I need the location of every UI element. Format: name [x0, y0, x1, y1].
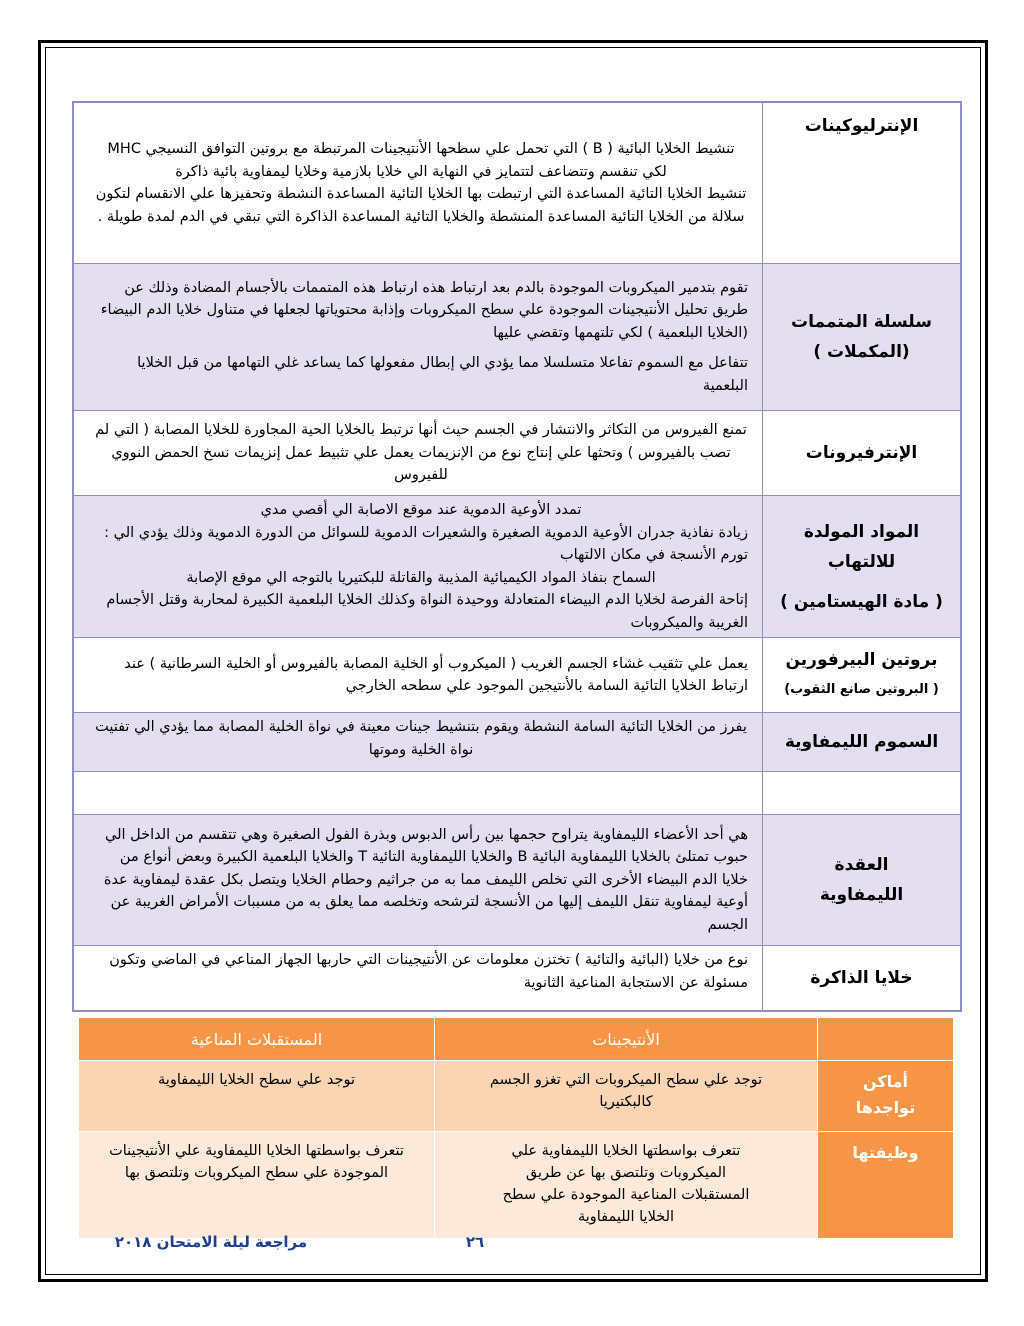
term-label: خلايا الذاكرة [810, 968, 913, 988]
term-cell [763, 264, 962, 411]
description-text: تنشيط الخلايا التائية المساعدة التي ارتبطت بها الخلايا التائية المساعدة النشطة وتحفيزها علي الانقسام لتكون سلالة من الخلايا التائية المساعدة المنشطة والخلايا التائية المساعدة الذاكرة التي تبقي في الدم لمدة طويلة . [95, 186, 747, 225]
description-text: نوع من خلايا (البائية والتائية ) تختزن معلومات عن الأنتيجينات التي حاربها الجهاز المناعي في الماضي وتكون مسئولة عن الاستجابة المناعية الثانوية [109, 952, 748, 991]
table-row [73, 946, 961, 1012]
footer-title: مراجعة ليلة الامتحان ٢٠١٨ [114, 1233, 308, 1251]
term-note: (المكملات ) [813, 342, 910, 362]
table-row [79, 1132, 954, 1239]
term-cell [763, 411, 962, 496]
cell-text: توجد علي سطح الخلايا الليمفاوية [158, 1072, 355, 1088]
term-cell [763, 102, 962, 264]
term-cell [763, 946, 962, 1012]
term-cell [763, 772, 962, 815]
cell-text: توجد علي سطح الميكروبات التي تغزو الجسم كالبكتيريا [489, 1072, 763, 1110]
description-text: تمنع الفيروس من التكاثر والانتشار في الجسم حيث أنها ترتبط بالخلايا الحية المجاورة للخلايا المصابة ( التي لم تصب بالفيروس ) وتحثها علي إنتاج نوع من الإنزيمات يعمل علي تثبيط عمل إنزيمات نسخ الحمض النووي للفيروس [95, 422, 747, 484]
antigens-cell [435, 1061, 818, 1132]
table-row [73, 815, 961, 946]
description-text: يفرز من الخلايا التائية السامة النشطة ويقوم بتنشيط جينات معينة في نواة الخلية المصابة مما يؤدي الي تفتيت نواة الخلية وموتها [95, 719, 747, 758]
term-note: ( البروتين صانع الثقوب) [784, 682, 939, 697]
description-text: يعمل علي تثقيب غشاء الجسم الغريب ( الميكروب أو الخلية المصابة بالفيروس أو الخلية السرطانية ) عند ارتباط الخلايا التائية السامة بالأنتيجين الموجود علي سطحه الخارجي [124, 655, 748, 694]
term-cell [763, 496, 962, 638]
table-row [79, 1061, 954, 1132]
receptors-cell [79, 1132, 435, 1239]
table-row-empty [73, 772, 961, 815]
corner-header [818, 1018, 954, 1061]
immune-substances-table [72, 101, 962, 1012]
description-text: تتفاعل مع السموم تفاعلا متسلسلا مما يؤدي الي إبطال مفعولها كما يساعد غلي التهامها من قبل الخلايا البلعمية [137, 355, 748, 394]
header-row [79, 1018, 954, 1061]
table-row [73, 411, 961, 496]
description-cell [73, 638, 763, 713]
row-header [818, 1061, 954, 1132]
term-label: المواد المولدة للالتهاب [803, 521, 920, 572]
term-label: سلسلة المتممات [791, 312, 932, 332]
receptors-cell [79, 1061, 435, 1132]
term-label: بروتين البيرفورين [785, 650, 938, 670]
description-text: زيادة نفاذية جدران الأوعية الدموية الصغيرة والشعيرات الدموية للسوائل من الدورة الدموية وذلك يؤدي الي : تورم الأنسجة في مكان الالتهاب [104, 524, 748, 563]
row-label: أماكن تواجدها [855, 1072, 916, 1117]
page-number: ٢٦ [465, 1233, 485, 1251]
table-row [73, 713, 961, 772]
description-cell [73, 496, 763, 638]
antigens-cell [435, 1132, 818, 1239]
table-row [73, 264, 961, 411]
term-label: الإنترليوكينات [804, 116, 919, 136]
table-row [73, 496, 961, 638]
term-label: السموم الليمفاوية [784, 732, 939, 752]
cell-text: تتعرف بواسطتها الخلايا الليمفاوية علي الأنتيجينات الموجودة علي سطح الميكروبات وتلتصق بها [109, 1143, 404, 1181]
antigen-receptor-comparison-table [78, 1017, 954, 1239]
term-note: ( مادة الهيستامين ) [780, 591, 943, 612]
description-text: تنشيط الخلايا البائية ( B ) التي تحمل علي سطحها الأنتيجينات المرتبطة مع بروتين التوافق النسيجي MHC لكي تنقسم وتتضاعف لتتمايز في النهاية الي خلايا بلازمية وخلايا ليمفاوية بائية ذاكرة [107, 141, 735, 180]
term-cell [763, 713, 962, 772]
description-cell [73, 772, 763, 815]
description-cell [73, 815, 763, 946]
term-label: العقدة الليمفاوية [819, 855, 904, 905]
description-cell [73, 264, 763, 411]
antigens-header: الأنتيجينات [435, 1018, 818, 1061]
term-cell [763, 815, 962, 946]
description-text: هي أحد الأعضاء الليمفاوية يتراوح حجمها بين رأس الدبوس وبذرة الفول الصغيرة وهي تتقسم من الداخل الي حبوب تمتلئ بالخلايا الليمفاوية البائية B والخلايا الليمفاوية التائية T والخلايا البلعمية الكبيرة وبعض أنواع من خلايا الدم البيضاء الأخرى التي تخلص الليمف مما به من جراثيم وحطام الخلايا ويتصل بكل عقدة ليمفاوية عدة أوعية ليمفاوية تنقل الليمف إليها من الأنسجة لترشحه وتخلصه مما يعلق به من مسببات الأمراض الغريبة عن الجسم [103, 826, 748, 933]
description-text: تمدد الأوعية الدموية عند موقع الاصابة الي أقصي مدي [260, 502, 582, 518]
description-text: إتاحة الفرصة لخلايا الدم البيضاء المتعادلة ووحيدة النواة وكذلك الخلايا البلعمية الكبيرة لمحاربة وقتل الأجسام الغريبة والميكروبات [106, 592, 748, 631]
row-label: وظيفتها [852, 1143, 919, 1162]
row-header [818, 1132, 954, 1239]
table-row [73, 638, 961, 713]
receptors-header: المستقبلات المناعية [79, 1018, 435, 1061]
description-text: تقوم بتدمير الميكروبات الموجودة بالدم بعد ارتباط هذه ارتباط هذه المتممات بالأجسام المضادة وذلك عن طريق تحليل الأنتيجينات الموجودة علي سطح الميكروبات وإذابة محتوياتها لجعلها في متناول خلايا الدم البيضاء (الخلايا البلعمية ) لكي تلتهمها وتقضي عليها [100, 279, 748, 341]
table-row [73, 102, 961, 264]
term-cell [763, 638, 962, 713]
description-cell [73, 102, 763, 264]
description-cell [73, 713, 763, 772]
description-cell [73, 946, 763, 1012]
description-text: السماح بنفاذ المواد الكيميائية المذيبة والقاتلة للبكتيريا بالتوجه الي موقع الإصابة [186, 569, 656, 586]
term-label: الإنترفيرونات [805, 443, 918, 463]
description-cell [73, 411, 763, 496]
cell-text: تتعرف بواسطتها الخلايا الليمفاوية علي الميكروبات وتلتصق بها عن طريق المستقبلات المناعية الموجودة علي سطح الخلايا الليمفاوية [502, 1143, 750, 1225]
